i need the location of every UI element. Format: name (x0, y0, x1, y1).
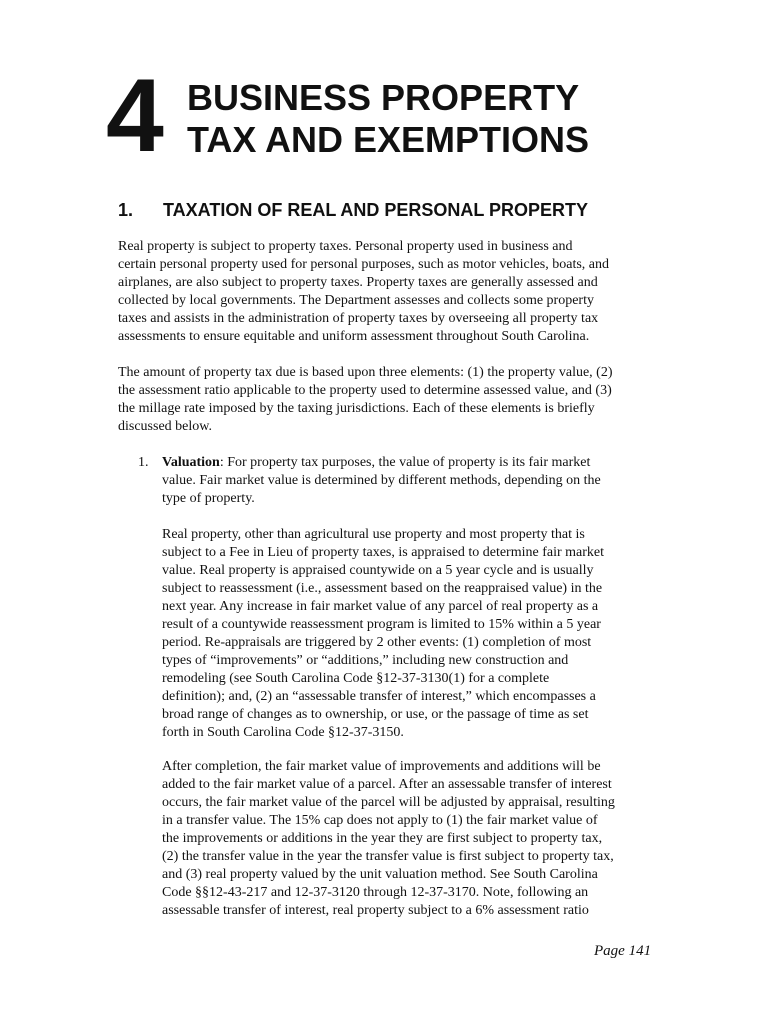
text-line: definition); and, (2) an “assessable transfer of interest,” which encompasses a (162, 689, 596, 704)
text-line: the assessment ratio applicable to the property used to determine assessed value, and (3) (118, 383, 612, 398)
chapter-title (187, 77, 589, 161)
text-line: next year. Any increase in fair market value of any parcel of real property as a (162, 599, 599, 614)
text-line: (2) the transfer value in the year the transfer value is first subject to property tax, (162, 849, 614, 864)
text-line: collected by local governments. The Department assesses and collects some property (118, 293, 594, 308)
section-title: TAXATION OF REAL AND PERSONAL PROPERTY (163, 200, 589, 220)
paragraph (118, 238, 658, 346)
text-line: After completion, the fair market value of improvements and additions will be (162, 759, 601, 774)
text-line: airplanes, are also subject to property taxes. Property taxes are generally assessed and (118, 275, 598, 290)
chapter-title-line: BUSINESS PROPERTY (187, 77, 580, 118)
chapter-title-line: TAX AND EXEMPTIONS (187, 119, 590, 160)
list-item-body (162, 454, 658, 508)
text-line: assessments to ensure equitable and uniform assessment throughout South Carolina. (118, 329, 590, 344)
text-line (162, 454, 658, 472)
text-line: certain personal property used for personal purposes, such as motor vehicles, boats, and (118, 257, 610, 272)
paragraph (118, 364, 658, 436)
text-line: result of a countywide reassessment program is limited to 15% within a 5 year (162, 617, 601, 632)
text-line: the improvements or additions in the year they are first subject to property tax, (162, 831, 603, 846)
text-line: value. Real property is appraised countywide on a 5 year cycle and is usually (162, 563, 594, 578)
text-line: period. Re-appraisals are triggered by 2 other events: (1) completion of most (162, 635, 592, 650)
text-line: added to the fair market value of a parcel. After an assessable transfer of interest (162, 777, 612, 792)
list-paragraph (162, 758, 658, 920)
text-line: subject to a Fee in Lieu of property taxes, is appraised to determine fair market (162, 545, 605, 560)
text-line: taxes and assists in the administration of property taxes by overseeing all property tax (118, 311, 599, 326)
text-line: type of property. (162, 491, 255, 506)
list-item-valuation (118, 454, 658, 508)
text-line: The amount of property tax due is based upon three elements: (1) the property value, (2) (118, 365, 613, 380)
text-line: discussed below. (118, 419, 212, 434)
list-marker: 1. (138, 455, 149, 470)
text-line: Real property is subject to property taxes. Personal property used in business and (118, 239, 573, 254)
text-line: broad range of changes as to ownership, or use, or the passage of time as set (162, 707, 589, 722)
page-number: Page 141 (594, 943, 652, 959)
text-line: occurs, the fair market value of the parcel will be adjusted by appraisal, resulting (162, 795, 615, 810)
text-line: assessable transfer of interest, real property subject to a 6% assessment ratio (162, 903, 589, 918)
list-item-term: Valuation (162, 455, 220, 470)
text-line: in a transfer value. The 15% cap does not apply to (1) the fair market value of (162, 813, 598, 828)
text-line: the millage rate imposed by the taxing jurisdictions. Each of these elements is briefly (118, 401, 595, 416)
chapter-number: 4 (106, 58, 162, 174)
text-line: Code §§12-43-217 and 12-37-3120 through 12-37-3170. Note, following an (162, 885, 589, 900)
section-heading (118, 198, 588, 222)
section-number: 1. (118, 200, 134, 220)
text-line: remodeling (see South Carolina Code §12-37-3130(1) for a complete (162, 671, 550, 686)
list-item-text: : For property tax purposes, the value of property is its fair market (219, 455, 591, 470)
list-paragraph (162, 526, 658, 742)
text-line: forth in South Carolina Code §12-37-3150. (162, 725, 404, 740)
text-line: value. Fair market value is determined by different methods, depending on the (162, 473, 601, 488)
text-line: types of “improvements” or “additions,” including new construction and (162, 653, 569, 668)
text-line: subject to reassessment (i.e., assessment based on the reappraised value) in the (162, 581, 603, 596)
text-line: Real property, other than agricultural use property and most property that is (162, 527, 585, 542)
text-line: and (3) real property valued by the unit valuation method. See South Carolina (162, 867, 598, 882)
